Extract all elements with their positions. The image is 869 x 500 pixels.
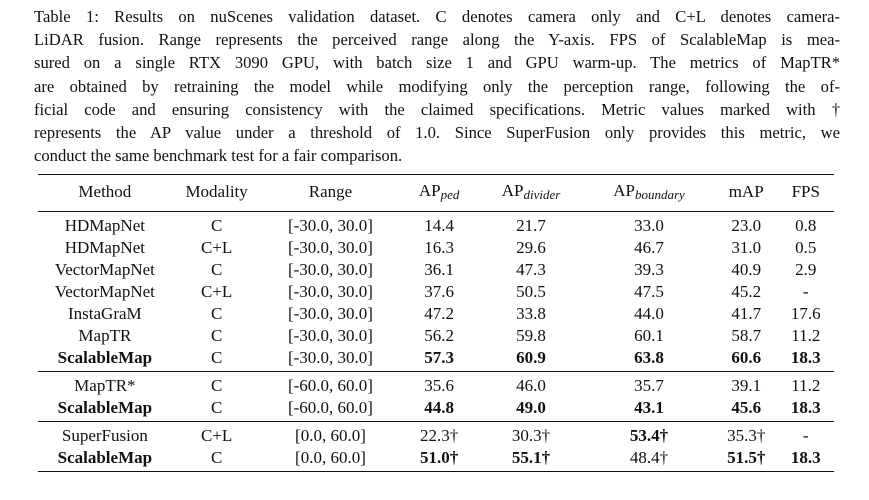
cell-boundary: 63.8 — [634, 348, 664, 367]
cell-range: [-30.0, 30.0] — [287, 282, 373, 301]
cell-modality: C+L — [200, 238, 233, 257]
table-header-row — [38, 175, 834, 212]
table-row — [38, 259, 834, 281]
table-row — [38, 422, 834, 448]
cell-modality: C — [210, 216, 223, 235]
cell-boundary: 35.7 — [634, 376, 664, 395]
results-table — [38, 174, 834, 472]
cell-boundary: 46.7 — [634, 238, 664, 257]
cell-fps: 17.6 — [790, 304, 821, 323]
cell-modality: C — [210, 260, 223, 279]
cell-range: [-30.0, 30.0] — [287, 326, 373, 345]
cell-method: ScalableMap — [57, 448, 153, 467]
table-row — [38, 325, 834, 347]
table-row — [38, 237, 834, 259]
cell-modality: C — [210, 348, 223, 367]
cell-method: HDMapNet — [64, 238, 145, 257]
cell-map: 51.5† — [727, 448, 766, 467]
cell-modality: C — [210, 448, 223, 467]
table-caption — [34, 5, 840, 167]
cell-boundary: 44.0 — [634, 304, 664, 323]
cell-map: 39.1 — [731, 376, 762, 395]
cell-divider: 46.0 — [516, 376, 546, 395]
cell-ped: 47.2 — [424, 304, 454, 323]
header-ap-boundary-sub: boundary — [635, 187, 685, 202]
cell-fps: 0.8 — [795, 216, 817, 235]
caption-line: conduct the same benchmark test for a fair comparison. — [34, 146, 403, 166]
table-row-highlight — [38, 397, 834, 422]
header-ap-boundary — [583, 175, 715, 212]
cell-range: [-60.0, 60.0] — [287, 376, 373, 395]
cell-modality: C — [210, 326, 223, 345]
table-group-30m — [38, 212, 834, 372]
header-ap-ped-sub: ped — [440, 187, 460, 202]
header-ap-boundary-main: AP — [613, 181, 635, 200]
cell-range: [-30.0, 30.0] — [287, 216, 373, 235]
cell-ped: 37.6 — [424, 282, 454, 301]
cell-boundary: 33.0 — [634, 216, 664, 235]
header-ap-divider — [479, 175, 583, 212]
cell-fps: - — [802, 282, 809, 301]
header-ap-ped-main: AP — [418, 181, 441, 200]
cell-divider: 21.7 — [516, 216, 546, 235]
cell-range: [-30.0, 30.0] — [287, 238, 373, 257]
table-row-highlight — [38, 447, 834, 472]
cell-ped: 35.6 — [424, 376, 454, 395]
table-row — [38, 303, 834, 325]
cell-ped: 51.0† — [419, 448, 459, 467]
cell-method: VectorMapNet — [54, 282, 155, 301]
cell-range: [-30.0, 30.0] — [287, 348, 373, 367]
cell-range: [0.0, 60.0] — [295, 426, 366, 445]
cell-divider: 30.3† — [511, 426, 551, 445]
cell-fps: 18.3 — [790, 398, 821, 417]
cell-divider: 59.8 — [516, 326, 546, 345]
cell-map: 60.6 — [731, 348, 762, 367]
cell-ped: 36.1 — [424, 260, 454, 279]
cell-method: MapTR — [78, 326, 132, 345]
cell-divider: 49.0 — [516, 398, 546, 417]
cell-modality: C+L — [200, 282, 233, 301]
cell-ped: 57.3 — [424, 348, 454, 367]
cell-method: ScalableMap — [57, 348, 153, 367]
cell-map: 41.7 — [731, 304, 762, 323]
cell-boundary: 39.3 — [634, 260, 664, 279]
header-modality: Modality — [185, 182, 248, 201]
cell-divider: 55.1† — [511, 448, 551, 467]
caption-line: are obtained by retraining the model while modifying only the perception range, following the of- — [34, 76, 840, 96]
cell-fps: 2.9 — [795, 260, 817, 279]
cell-boundary: 53.4† — [629, 426, 669, 445]
cell-divider: 29.6 — [516, 238, 546, 257]
table-row — [38, 212, 834, 238]
cell-ped: 14.4 — [424, 216, 454, 235]
cell-range: [-30.0, 30.0] — [287, 304, 373, 323]
header-method: Method — [78, 182, 132, 201]
caption-line: ficial code and ensuring consistency with the claimed specifications. Metric values marked with † — [34, 99, 840, 119]
cell-boundary: 47.5 — [634, 282, 664, 301]
table-row-highlight — [38, 347, 834, 372]
cell-modality: C — [210, 398, 223, 417]
cell-method: VectorMapNet — [54, 260, 155, 279]
cell-fps: - — [802, 426, 809, 445]
cell-range: [0.0, 60.0] — [295, 448, 366, 467]
cell-method: SuperFusion — [61, 426, 148, 445]
cell-ped: 44.8 — [424, 398, 454, 417]
cell-fps: 11.2 — [791, 376, 821, 395]
header-ap-divider-sub: divider — [523, 187, 561, 202]
cell-method: MapTR* — [74, 376, 136, 395]
caption-line: LiDAR fusion. Range represents the perceived range along the Y-axis. FPS of ScalableMap is mea- — [34, 30, 840, 50]
cell-divider: 50.5 — [516, 282, 546, 301]
cell-ped: 56.2 — [424, 326, 454, 345]
cell-modality: C — [210, 304, 223, 323]
cell-map: 23.0 — [731, 216, 762, 235]
cell-boundary: 43.1 — [634, 398, 664, 417]
cell-modality: C+L — [200, 426, 233, 445]
cell-divider: 60.9 — [516, 348, 546, 367]
header-range: Range — [308, 182, 353, 201]
cell-method: HDMapNet — [64, 216, 145, 235]
cell-map: 31.0 — [731, 238, 762, 257]
caption-line: Table 1: Results on nuScenes validation dataset. C denotes camera only and C+L denotes camera- — [34, 7, 840, 26]
header-ap-divider-main: AP — [501, 181, 524, 200]
cell-fps: 0.5 — [795, 238, 817, 257]
cell-range: [-30.0, 30.0] — [287, 260, 373, 279]
cell-map: 35.3† — [727, 426, 766, 445]
cell-fps: 11.2 — [791, 326, 821, 345]
results-table-wrapper — [38, 174, 834, 472]
cell-fps: 18.3 — [790, 448, 821, 467]
table-row — [38, 372, 834, 398]
cell-divider: 47.3 — [516, 260, 546, 279]
cell-boundary: 48.4† — [629, 448, 669, 467]
cell-map: 45.2 — [731, 282, 762, 301]
cell-map: 45.6 — [731, 398, 762, 417]
cell-ped: 16.3 — [424, 238, 454, 257]
cell-modality: C — [210, 376, 223, 395]
cell-ped: 22.3† — [419, 426, 459, 445]
cell-map: 40.9 — [731, 260, 762, 279]
cell-map: 58.7 — [731, 326, 762, 345]
table-row — [38, 281, 834, 303]
header-ap-ped — [399, 175, 478, 212]
cell-divider: 33.8 — [516, 304, 546, 323]
header-map: mAP — [728, 182, 764, 201]
table-group-60m — [38, 372, 834, 422]
caption-line: represents the AP value under a threshold of 1.0. Since SuperFusion only provides this metric, we — [34, 122, 840, 142]
cell-range: [-60.0, 60.0] — [287, 398, 373, 417]
header-fps: FPS — [791, 182, 820, 201]
cell-fps: 18.3 — [790, 348, 821, 367]
table-group-front-60m — [38, 422, 834, 472]
caption-line: sured on a single RTX 3090 GPU, with batch size 1 and GPU warm-up. The metrics of MapTR* — [34, 53, 840, 73]
cell-method: InstaGraM — [68, 304, 142, 323]
cell-method: ScalableMap — [57, 398, 153, 417]
cell-boundary: 60.1 — [634, 326, 664, 345]
